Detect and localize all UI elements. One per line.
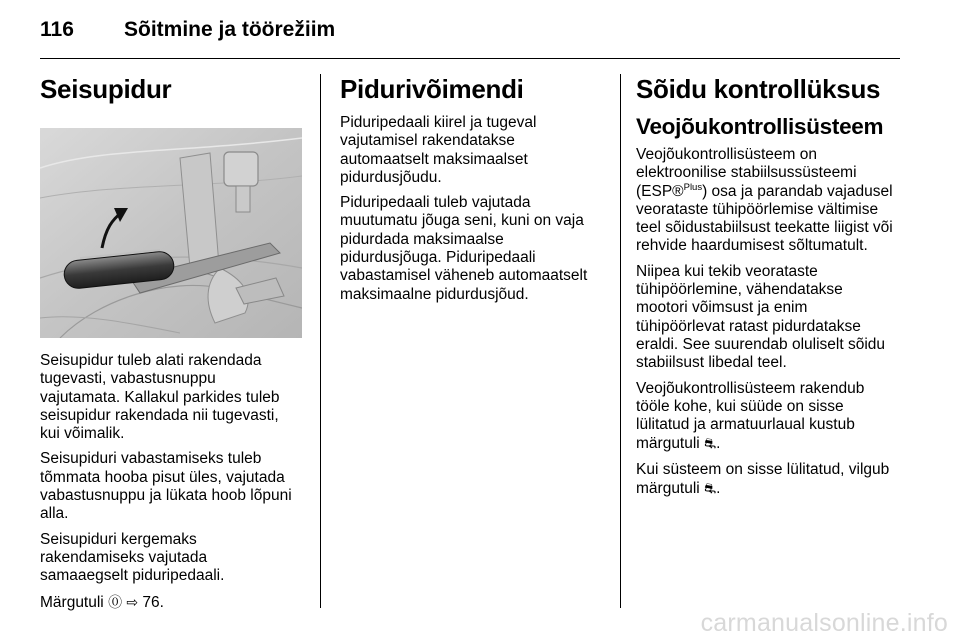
paragraph-esp: [636, 146, 906, 256]
brake-warning-icon: ⓪: [108, 593, 123, 610]
paragraph: [636, 461, 906, 499]
column-ride-control: [636, 74, 906, 505]
chapter-title: Sõitmine ja töörežiim: [124, 18, 336, 41]
section-title-ride-control: Sõidu kontrollüksus: [636, 74, 881, 104]
text: Veojõukontrollisüsteem on elektroonilise stabiilsussüsteemi (ESP®: [636, 146, 857, 200]
page-header: [40, 18, 920, 58]
column-divider: [620, 74, 621, 608]
text: ) osa ja parandab vajadusel veorataste tühipöörlemise vältimise teel sõidustabiilsust teekatte liigist või rehvide haardumisest sõltumatult.: [636, 182, 893, 255]
paragraph: Seisupiduri vabastamiseks tuleb tõmmata hooba pisut üles, vajutada vabastusnuppu ja lükata hoob lõpuni alla.: [40, 450, 292, 523]
page-reference[interactable]: 76.: [138, 593, 164, 611]
page-reference-arrow-icon: ⇨: [126, 593, 139, 610]
section-title-parking-brake: Seisupidur: [40, 74, 172, 104]
traction-control-icon: ⛐: [704, 480, 717, 497]
watermark: carmanualsonline.info: [700, 609, 948, 637]
text: Veojõukontrollisüsteem rakendub tööle kohe, kui süüde on sisse lülitatud ja armatuurlaual kustub märgutuli: [636, 379, 865, 453]
column-divider: [320, 74, 321, 608]
paragraph: Seisupiduri kergemaks rakendamiseks vajutada samaaegselt piduripedaali.: [40, 530, 225, 585]
text: .: [716, 435, 721, 453]
paragraph: Piduripedaali kiirel ja tugeval vajutamisel rakendatakse automaatselt maksimaalset pidurdusjõudu.: [340, 114, 537, 186]
text: Märgutuli: [40, 593, 109, 611]
text: Kui süsteem on sisse lülitatud, vilgub märgutuli: [636, 460, 890, 498]
text: .: [716, 480, 721, 498]
subsection-title-traction-control: Veojõukontrollisüsteem: [636, 114, 884, 139]
traction-control-icon: ⛐: [704, 435, 717, 452]
header-rule: [40, 58, 900, 59]
page-number: 116: [40, 18, 74, 41]
paragraph: Niipea kui tekib veorataste tühipöörlemine, vähendatakse mootori võimsust ja enim tühipöörlevat ratast pidurdatakse eraldi. See suurendab oluliselt sõidu stabiilsust libedal teel.: [636, 262, 886, 372]
paragraph: Piduripedaali tuleb vajutada muutumatu jõuga seni, kuni on vaja pidurdada maksimaalse pidurdusjõuga. Piduripedaali vabastamisel väheneb automaatselt maksimaalne pidurdusjõud.: [340, 194, 588, 303]
column-parking-brake: [40, 74, 304, 619]
column-brake-assist: [340, 74, 608, 311]
section-title-brake-assist: Pidurivõimendi: [340, 74, 524, 104]
paragraph-warning-light: [40, 593, 304, 612]
superscript: Plus: [683, 181, 703, 193]
paragraph: Seisupidur tuleb alati rakendada tugevasti, vabastusnuppu vajutamata. Kallakul parkides tuleb seisupidur rakendada nii tugevasti, kui võimalik.: [40, 352, 280, 443]
parking-brake-illustration: [40, 128, 302, 338]
paragraph: [636, 380, 906, 454]
